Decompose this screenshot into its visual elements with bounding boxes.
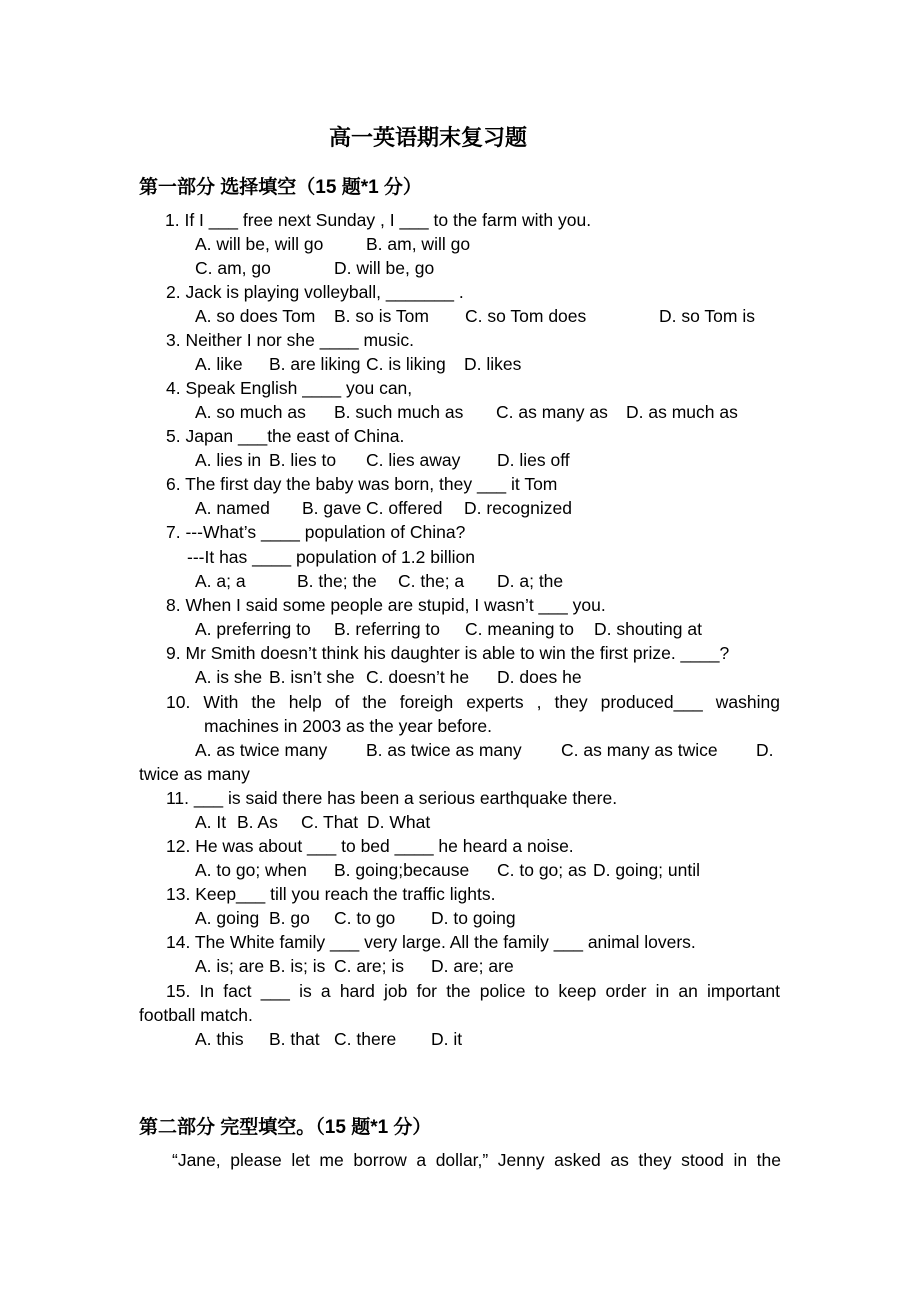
q7-option-d: D. a; the [497, 571, 564, 591]
question-8: 8. When I said some people are stupid, I wasn’t ___ you. [166, 595, 606, 615]
q15-option-d: D. it [431, 1029, 463, 1049]
q12-option-d: D. going; until [593, 860, 701, 880]
question-12: 12. He was about ___ to bed ____ he heard a noise. [166, 836, 574, 856]
q4-option-b: B. such much as [334, 402, 464, 422]
q15-option-a: A. this [195, 1029, 244, 1049]
q10-option-b: B. as twice as many [366, 740, 522, 760]
q7-option-a: A. a; a [195, 571, 246, 591]
question-6: 6. The first day the baby was born, they ___ it Tom [166, 474, 558, 494]
question-1: 1. If I ___ free next Sunday , I ___ to the farm with you. [165, 210, 592, 230]
q7-option-c: C. the; a [398, 571, 465, 591]
q5-option-c: C. lies away [366, 450, 461, 470]
page-title: 高一英语期末复习题 [328, 125, 527, 151]
q6-option-b: B. gave [302, 498, 362, 518]
q9-option-d: D. does he [497, 667, 582, 687]
q10-option-d: D. [756, 740, 774, 760]
q3-option-b: B. are liking [269, 354, 361, 374]
question-7: 7. ---What’s ____ population of China? [166, 522, 466, 542]
q7-option-b: B. the; the [297, 571, 377, 591]
q5-option-b: B. lies to [269, 450, 337, 470]
q11-option-a: A. It [195, 812, 227, 832]
q10-option-d-text: twice as many [139, 764, 250, 784]
q9-option-b: B. isn’t she [269, 667, 355, 687]
q15-option-c: C. there [334, 1029, 397, 1049]
q13-option-b: B. go [269, 908, 310, 928]
part1-heading: 第一部分 选择填空（15 题*1 分） [139, 177, 422, 198]
q6-option-a: A. named [195, 498, 270, 518]
question-5: 5. Japan ___the east of China. [166, 426, 405, 446]
q14-option-c: C. are; is [334, 956, 405, 976]
q1-option-b: B. am, will go [366, 234, 471, 254]
q15-option-b: B. that [269, 1029, 320, 1049]
question-10-line-2: machines in 2003 as the year before. [204, 716, 492, 736]
q13-option-c: C. to go [334, 908, 396, 928]
q1-option-a: A. will be, will go [195, 234, 324, 254]
q11-option-b: B. As [237, 812, 278, 832]
q2-option-b: B. so is Tom [334, 306, 429, 326]
q14-option-b: B. is; is [269, 956, 326, 976]
question-4: 4. Speak English ____ you can, [166, 378, 413, 398]
q9-option-a: A. is she [195, 667, 263, 687]
question-9: 9. Mr Smith doesn’t think his daughter is able to win the first prize. ____? [166, 643, 730, 663]
q13-option-a: A. going [195, 908, 260, 928]
question-15: 15. In fact ___ is a hard job for the police to keep order in an important [166, 981, 780, 1001]
q5-option-d: D. lies off [497, 450, 570, 470]
question-14: 14. The White family ___ very large. All the family ___ animal lovers. [166, 932, 696, 952]
q14-option-a: A. is; are [195, 956, 265, 976]
q14-option-d: D. are; are [431, 956, 514, 976]
question-2: 2. Jack is playing volleyball, _______ . [166, 282, 464, 302]
q4-option-d: D. as much as [626, 402, 738, 422]
q4-option-a: A. so much as [195, 402, 306, 422]
q11-option-d: D. What [367, 812, 431, 832]
q10-option-a: A. as twice many [195, 740, 328, 760]
q6-option-c: C. offered [366, 498, 443, 518]
q3-option-a: A. like [195, 354, 243, 374]
q12-option-a: A. to go; when [195, 860, 307, 880]
q10-option-c: C. as many as twice [561, 740, 718, 760]
q9-option-c: C. doesn’t he [366, 667, 470, 687]
q8-option-d: D. shouting at [594, 619, 702, 639]
q1-option-c: C. am, go [195, 258, 271, 278]
q2-option-c: C. so Tom does [465, 306, 587, 326]
q12-option-c: C. to go; as [497, 860, 587, 880]
part2-heading: 第二部分 完型填空。（15 题*1 分） [139, 1117, 432, 1138]
question-13: 13. Keep___ till you reach the traffic lights. [166, 884, 496, 904]
question-15-line-2: football match. [139, 1005, 253, 1025]
q8-option-a: A. preferring to [195, 619, 311, 639]
q3-option-c: C. is liking [366, 354, 446, 374]
part2-passage-line-1: “Jane, please let me borrow a dollar,” Jenny asked as they stood in the [172, 1150, 781, 1170]
q8-option-b: B. referring to [334, 619, 441, 639]
question-11: 11. ___ is said there has been a serious earthquake there. [166, 788, 618, 808]
q12-option-b: B. going;because [334, 860, 470, 880]
q11-option-c: C. That [301, 812, 359, 832]
q3-option-d: D. likes [464, 354, 522, 374]
q2-option-d: D. so Tom is [659, 306, 755, 326]
q13-option-d: D. to going [431, 908, 516, 928]
q5-option-a: A. lies in [195, 450, 262, 470]
q6-option-d: D. recognized [464, 498, 572, 518]
question-7-line-2: ---It has ____ population of 1.2 billion [187, 547, 475, 567]
q1-option-d: D. will be, go [334, 258, 435, 278]
q8-option-c: C. meaning to [465, 619, 574, 639]
q4-option-c: C. as many as [496, 402, 608, 422]
q2-option-a: A. so does Tom [195, 306, 316, 326]
question-3: 3. Neither I nor she ____ music. [166, 330, 415, 350]
question-10: 10. With the help of the foreigh experts , they produced___ washing [166, 692, 780, 712]
